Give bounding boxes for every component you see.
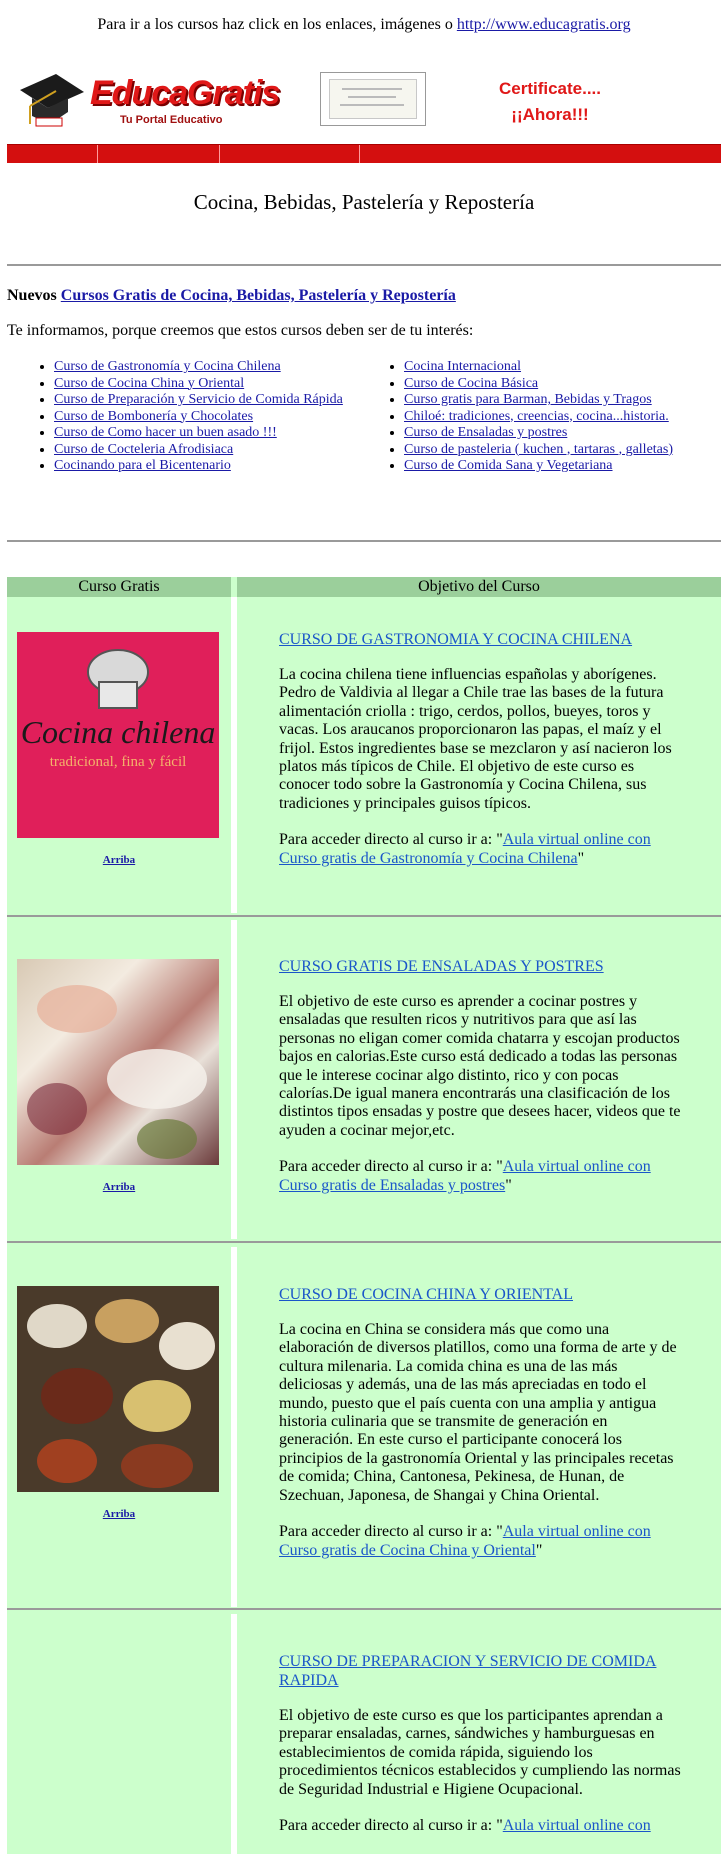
access-prefix: Para acceder directo al curso ir a: "	[279, 1523, 503, 1540]
logo-tagline: Tu Portal Educativo	[120, 114, 223, 126]
certificate-document	[329, 79, 417, 119]
list-item	[54, 458, 354, 475]
course-link[interactable]: Curso de pasteleria ( kuchen , tartaras , galletas)	[404, 441, 674, 457]
course-table	[7, 577, 721, 1854]
aula-virtual-link[interactable]: Aula virtual online con Curso gratis de Gastronomía y Cocina Chilena	[279, 831, 651, 867]
aula-virtual-link[interactable]: Aula virtual online con Curso gratis de Cocina China y Oriental	[279, 1523, 651, 1559]
course-link[interactable]: Curso de Gastronomía y Cocina Chilena	[54, 359, 281, 374]
access-prefix: Para acceder directo al curso ir a: "	[279, 1817, 503, 1834]
educagratis-url-link[interactable]: http://www.educagratis.org	[456, 16, 631, 33]
list-item	[54, 376, 354, 393]
course-link[interactable]: Curso de Cocina China y Oriental	[54, 375, 245, 391]
page-title: Cocina, Bebidas, Pastelería y Repostería	[193, 190, 535, 214]
access-suffix: "	[535, 1542, 543, 1559]
nuevos-heading	[7, 287, 456, 305]
cocina-chilena-image-title: Cocina chilena	[20, 714, 216, 750]
nuevos-link[interactable]: Cursos Gratis de Cocina, Bebidas, Pastelería y Repostería	[60, 287, 456, 304]
course-list-right	[384, 359, 728, 475]
list-item	[54, 442, 354, 459]
course-link[interactable]: Curso gratis para Barman, Bebidas y Tragos	[404, 392, 652, 407]
course-link[interactable]: Cocina Internacional	[404, 359, 522, 374]
course-link[interactable]: Chiloé: tradiciones, creencias, cocina...historia.	[404, 408, 669, 424]
list-item	[404, 392, 728, 409]
certificate-promo-line1: Certificate....	[498, 79, 602, 98]
cocina-chilena-image[interactable]	[17, 632, 219, 838]
top-note-text: Para ir a los cursos haz click en los enlaces, imágenes o	[97, 16, 457, 33]
list-item	[404, 409, 728, 426]
course-access	[279, 1157, 683, 1195]
aula-virtual-link[interactable]: Aula virtual online con Curso gratis de Ensaladas y postres	[279, 1158, 651, 1194]
nav-separator	[97, 145, 98, 163]
list-item	[404, 376, 728, 393]
course-description: La cocina chilena tiene influencias españolas y aborígenes. Pedro de Valdivia al llegar a Chile trae las bases de la futura alimentación criolla : trigo, cerdos, pollos, bueyes, toros y vacas. Los araucanos proporcionaron las papas, el maíz y el frijol. Estos ingredientes base se mezclaron y así nacieron los platos más típicos de Chile. El objetivo de este curso es conocer todo sobre la Gastronomía y Cocina Chilena, sus tradiciones y principales guisos típicos.	[279, 666, 672, 812]
column-divider	[231, 920, 237, 1239]
course-link[interactable]: Curso de Como hacer un buen asado !!!	[54, 425, 277, 440]
course-description: El objetivo de este curso es que los participantes aprendan a preparar ensaladas, carnes, sándwiches y hamburguesas en establecimientos de comida rápida, siguiendo los procedimientos técnicos establecidos y cumpliendo las normas de Seguridad Industrial e Higiene Ocupacional.	[279, 1707, 681, 1798]
course-link[interactable]: Curso de Bombonería y Chocolates	[54, 408, 254, 424]
chinese-dishes-photo	[17, 1286, 219, 1492]
course-description: La cocina en China se considera más que como una elaboración de diversos platillos, como una forma de arte y de cultura milenaria. La comida china es una de las más deliciosas y además, una de las más apreciadas en todo el mundo, puesto que el país cuenta con una amplia y antigua historia culinaria que se transmite de generación en generación. En este curso el participante conocerá los principios de la gastronomía Oriental y las principales recetas de comida; China, Cantonesa, Pekinesa, de Hunan, de Szechuan, Japonesa, de Shangai y China Oriental.	[279, 1321, 677, 1504]
list-item	[54, 359, 354, 376]
arriba-link[interactable]: Arriba	[102, 1181, 136, 1193]
nuevos-prefix: Nuevos	[7, 287, 61, 304]
course-title-link[interactable]: CURSO DE PREPARACION Y SERVICIO DE COMIDA RAPIDA	[279, 1653, 657, 1689]
nav-separator	[359, 145, 360, 163]
arriba-link[interactable]: Arriba	[102, 1508, 136, 1520]
list-item	[54, 409, 354, 426]
column-divider	[231, 1247, 237, 1607]
educagratis-logo[interactable]	[16, 62, 280, 132]
salad-dessert-photo	[17, 959, 219, 1165]
course-access	[279, 1522, 683, 1560]
course-link[interactable]: Curso de Preparación y Servicio de Comida Rápida	[54, 392, 343, 407]
list-item	[54, 425, 354, 442]
certificate-promo-line2: ¡¡Ahora!!!	[511, 105, 589, 124]
course-link[interactable]: Curso de Comida Sana y Vegetariana	[404, 458, 613, 473]
list-item	[404, 425, 728, 442]
course-title-link[interactable]: CURSO DE GASTRONOMIA Y COCINA CHILENA	[279, 631, 633, 648]
table-header-objective: Objetivo del Curso	[237, 577, 721, 597]
aula-virtual-link[interactable]: Aula virtual online con	[502, 1817, 651, 1834]
nav-separator	[219, 145, 220, 163]
access-suffix: "	[505, 1177, 512, 1194]
course-link[interactable]: Cocinando para el Bicentenario	[54, 458, 231, 473]
list-item	[404, 442, 728, 459]
divider	[7, 540, 721, 542]
course-title-link[interactable]: CURSO GRATIS DE ENSALADAS Y POSTRES	[279, 958, 604, 975]
row-divider	[7, 1608, 721, 1610]
intro-text: Te informamos, porque creemos que estos cursos deben ser de tu interés:	[7, 322, 474, 339]
course-link[interactable]: Curso de Cocina Básica	[404, 375, 539, 391]
arriba-link[interactable]: Arriba	[102, 854, 136, 866]
divider	[7, 264, 721, 266]
nav-bar	[7, 144, 721, 163]
cocina-china-image[interactable]	[17, 1286, 219, 1492]
certificate-promo[interactable]	[470, 76, 630, 128]
course-access	[279, 830, 683, 868]
course-title-link[interactable]: CURSO DE COCINA CHINA Y ORIENTAL	[279, 1286, 573, 1303]
course-link[interactable]: Curso de Cocteleria Afrodisiaca	[54, 441, 234, 457]
course-link[interactable]: Curso de Ensaladas y postres	[404, 425, 568, 440]
column-divider	[231, 1614, 237, 1854]
course-access	[279, 1816, 683, 1835]
table-header-course: Curso Gratis	[7, 577, 231, 597]
top-note	[0, 16, 728, 34]
access-prefix: Para acceder directo al curso ir a: "	[279, 1158, 503, 1175]
list-item	[404, 458, 728, 475]
access-suffix: "	[577, 850, 585, 867]
list-item	[404, 359, 728, 376]
ensaladas-postres-image[interactable]	[17, 959, 219, 1165]
course-list-left	[34, 359, 354, 475]
list-item	[54, 392, 354, 409]
logo-brand: EducaGratis	[90, 74, 280, 112]
row-divider	[7, 1241, 721, 1243]
course-description: El objetivo de este curso es aprender a cocinar postres y ensaladas que resulten ricos y nutritivos para que así las personas no eligan comer comida chatarra y escojan productos bajos en calorias.Este curso está dedicado a todas las personas que le interese cocinar algo distinto, rico y con pocas calorías.De igual manera encontrarás una clasificación de los distintos tipos ensadas y postre que desees hacer, videos que te ayuden a cocinar mejor,etc.	[279, 993, 681, 1139]
graduation-cap-icon	[16, 62, 86, 132]
column-divider	[231, 597, 237, 913]
certificate-image[interactable]	[320, 72, 426, 126]
cocina-chilena-image-subtitle: tradicional, fina y fácil	[49, 754, 187, 770]
access-prefix: Para acceder directo al curso ir a: "	[279, 831, 503, 848]
row-divider	[7, 915, 721, 917]
